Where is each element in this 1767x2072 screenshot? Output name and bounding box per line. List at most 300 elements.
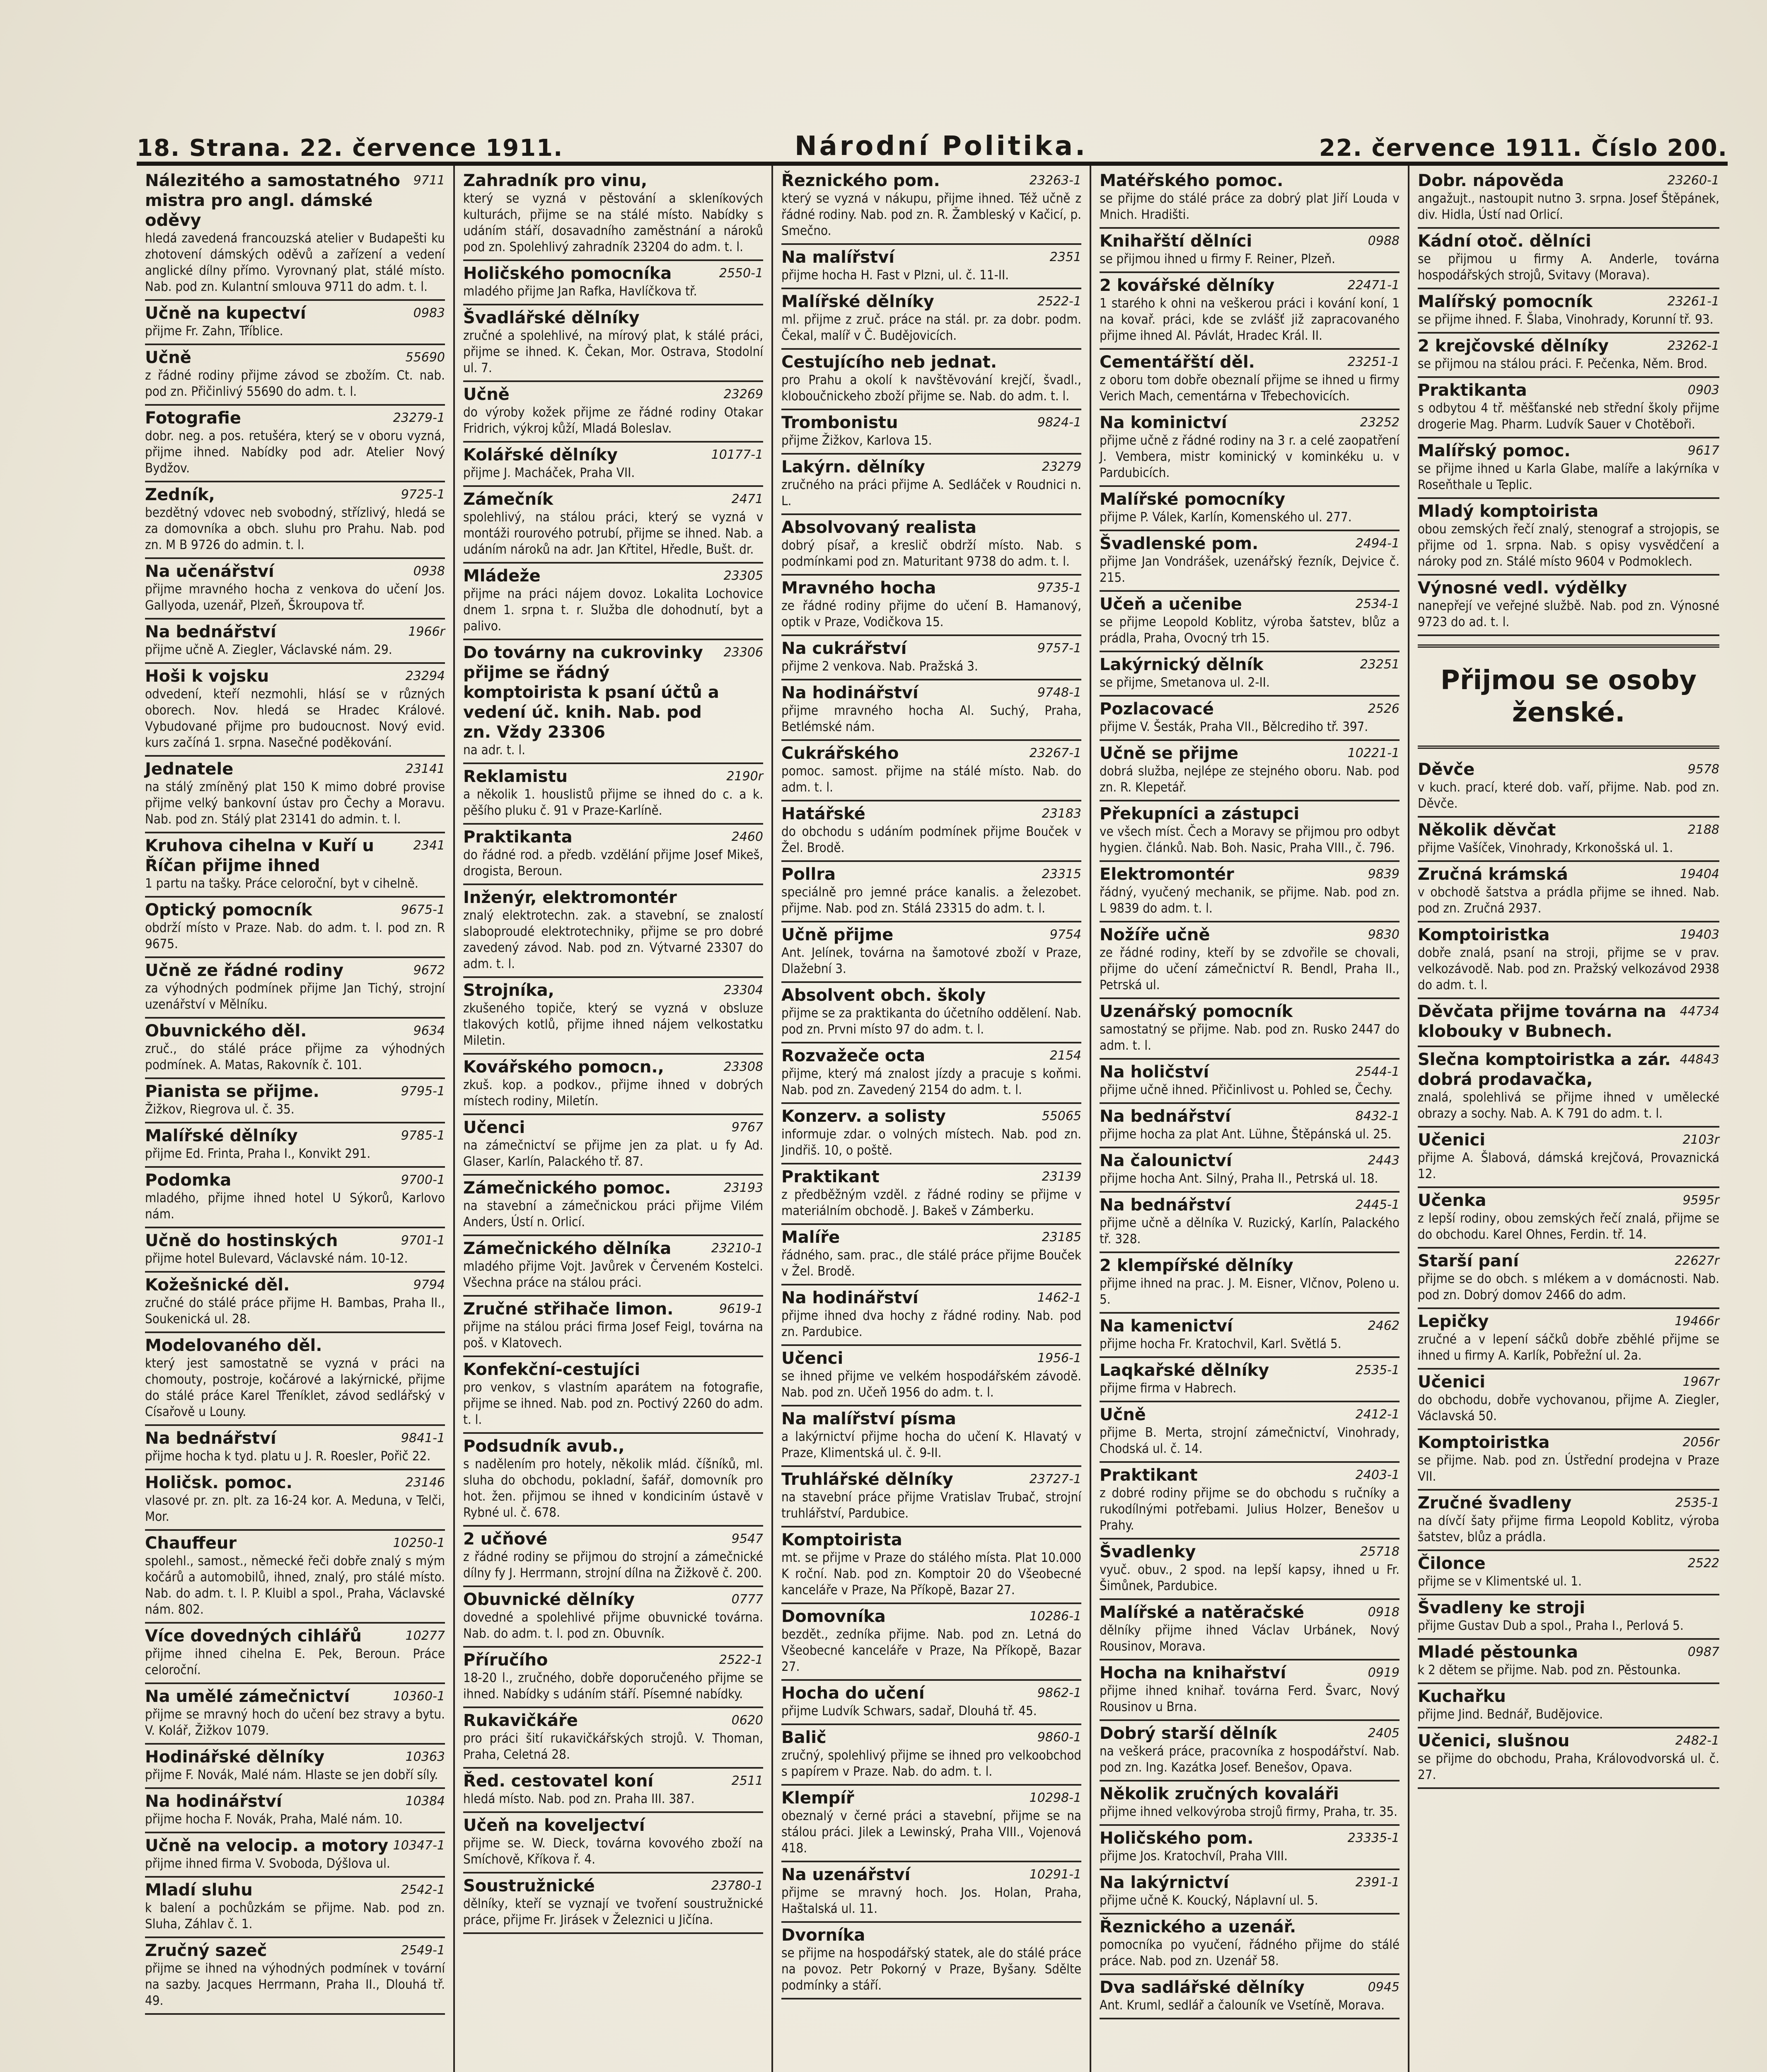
ad-heading: 2 klempířské dělníky [1100, 1256, 1293, 1275]
ad-text: přijme J. Macháček, Praha VII. [463, 465, 635, 480]
ad-text: dělníky přijme ihned Václav Urbánek, Nový Rousinov, Morava. [1100, 1623, 1400, 1654]
ad-heading: Lakýrnický dělník [1100, 655, 1264, 674]
ad-heading: Zručné střihače limon. [463, 1300, 674, 1319]
ad-text: přijme Žižkov, Karlova 15. [781, 433, 932, 448]
ad-reference-number: 9547 [731, 1532, 763, 1546]
ad-heading: Holičského pom. [1100, 1829, 1254, 1848]
classified-ad [145, 1745, 445, 1789]
column-1 [137, 166, 455, 2072]
header-right: 22. července 1911. Číslo 200. [1319, 135, 1728, 162]
ad-header [781, 804, 1081, 824]
ad-text: přijme na stálou práci firma Josef Feigl, továrna na poš. v Klatovech. [463, 1319, 763, 1351]
ad-text: na stálý zmíněný plat 150 K mimo dobré provise přijme velký bankovní ústav pro Čechy a Moravu. Nab. pod zn. Stálý plat 23141 do admin. t. l. [145, 779, 445, 827]
ad-reference-number: 23183 [1042, 806, 1081, 821]
ad-header [1100, 352, 1400, 372]
ad-header [463, 385, 763, 404]
classified-ad [1418, 289, 1719, 334]
classified-ad [463, 305, 763, 382]
ad-heading: Kuchařku [1418, 1687, 1506, 1706]
ad-header [145, 408, 445, 428]
ad-reference-number: 23269 [723, 387, 763, 402]
ad-text: vlasové pr. zn. plt. za 16-24 kor. A. Meduna, v Telči, Mor. [145, 1493, 445, 1524]
classified-ad [781, 922, 1081, 983]
ad-reference-number: 23210-1 [711, 1241, 763, 1256]
ad-heading: Modelovaného děl. [145, 1336, 322, 1355]
classified-ad [781, 1862, 1081, 1923]
ad-text: na dívčí šaty přijme firma Leopold Koblitz, výroba šatstev, blůz a prádla. [1418, 1513, 1719, 1544]
ad-reference-number: 9757-1 [1037, 641, 1081, 656]
classified-ad [781, 1225, 1081, 1285]
ad-reference-number: 2188 [1687, 823, 1719, 837]
ad-heading: Domovníka [781, 1607, 886, 1626]
ad-heading: Na bednářství [145, 1429, 276, 1448]
ad-reference-number: 2405 [1368, 1726, 1400, 1740]
ad-reference-number: 23335-1 [1347, 1831, 1400, 1845]
ad-text: obou zemských řečí znalý, stenograf a strojopis, se přijme od 1. srpna. Nab. s opisy vysvědčení a nároky pod zn. Stálé místo 9604 v Podmoklech. [1418, 522, 1719, 569]
header-left: 18. Strana. 22. července 1911. [137, 135, 563, 162]
ad-reference-number: 2522-1 [719, 1653, 763, 1667]
ad-header [1100, 1002, 1400, 1021]
classified-ad [463, 261, 763, 305]
ad-text: přijme učně K. Koucký, Náplavní ul. 5. [1100, 1893, 1318, 1908]
ad-text: přijme hocha Fr. Kratochvil, Karl. Světlá 5. [1100, 1336, 1342, 1351]
ad-reference-number: 9725-1 [401, 487, 445, 502]
ad-heading: Kádní otoč. dělníci [1418, 232, 1591, 251]
ad-text: přijme firma v Habrech. [1100, 1381, 1237, 1396]
ad-text: řádný, vyučený mechanik, se přijme. Nab. pod zn. L 9839 do adm. t. l. [1100, 885, 1400, 916]
ad-header [1418, 1130, 1719, 1150]
ad-text: na stavební práce přijme Vratislav Trubač, strojní truhlářství, Pardubice. [781, 1490, 1081, 1521]
classified-ad [145, 482, 445, 559]
ad-header [781, 1046, 1081, 1066]
ad-heading: Soustružnické [463, 1876, 595, 1895]
ad-text: přijme hocha k tyd. platu u J. R. Roesler, Pořič 22. [145, 1449, 431, 1464]
ad-header [1100, 413, 1400, 433]
ad-header [1418, 820, 1719, 840]
ad-reference-number: 19466r [1675, 1314, 1719, 1329]
ad-heading: Dvorníka [781, 1926, 865, 1945]
ad-header [1100, 699, 1400, 719]
ad-text: dobře znalá, psaní na stroji, přijme se v prav. velkozávodě. Nab. pod zn. Pražský velkozávod 2938 do adm. t. l. [1418, 945, 1719, 992]
ad-heading: Učenci [463, 1118, 525, 1137]
ad-heading: Mládeže [463, 566, 541, 586]
ad-text: a několik 1. houslistů přijme se ihned do c. a k. pěšího pluku č. 91 v Praze-Karlíně. [463, 787, 763, 818]
ad-text: přijme B. Merta, strojní zámečnictví, Vinohrady, Chodská ul. č. 14. [1100, 1425, 1400, 1456]
ad-reference-number: 2544-1 [1355, 1065, 1400, 1079]
ad-heading: Učně [1100, 1405, 1146, 1424]
ad-text: ze řádné rodiny, kteří by se zdvořile se chovali, přijme do učení zámečnictví R. Bendl, Praha II., Petrská ul. [1100, 945, 1400, 992]
ad-reference-number: 9862-1 [1037, 1686, 1081, 1700]
ad-text: přijme se do obch. s mlékem a v domácnosti. Nab. pod zn. Dobrý domov 2466 do adm. [1418, 1271, 1719, 1302]
ad-reference-number: 23146 [405, 1475, 445, 1490]
ad-reference-number: 9675-1 [401, 903, 445, 917]
ad-header [145, 1687, 445, 1706]
classified-ad [463, 487, 763, 564]
ad-text: přijme se mravný hoch. Jos. Holan, Praha, Haštalská ul. 11. [781, 1885, 1081, 1916]
classified-ad [781, 1604, 1081, 1681]
ad-text: bezdět., zedníka přijme. Nab. pod zn. Letná do Všeobecné kanceláře v Praze, Na Příkopě, Bazar 27. [781, 1627, 1081, 1674]
ad-heading: Malíře [781, 1228, 840, 1247]
ad-reference-number: 0983 [413, 306, 445, 320]
classified-ad [1100, 273, 1400, 350]
ad-header [781, 1728, 1081, 1748]
ad-header [145, 622, 445, 642]
ad-reference-number: 10250-1 [393, 1536, 445, 1550]
ad-heading: Kolářské dělníky [463, 445, 618, 465]
ad-reference-number: 2534-1 [1355, 597, 1400, 611]
ad-reference-number: 8432-1 [1355, 1109, 1400, 1123]
ad-header [781, 1788, 1081, 1808]
ad-heading: Zručné švadleny [1418, 1493, 1572, 1513]
ad-text: přijme Ludvík Schwars, sadař, Dlouhá tř. 45. [781, 1704, 1037, 1719]
ad-heading: Lepičky [1418, 1312, 1489, 1331]
ad-heading: Učenka [1418, 1191, 1487, 1210]
ad-header [1418, 760, 1719, 779]
ad-reference-number: 2103r [1682, 1133, 1719, 1147]
ad-heading: Zámečnického dělníka [463, 1239, 672, 1258]
ad-heading: Nálezitého a samostatného mistra pro angl. dámské oděvy [145, 171, 400, 230]
classified-ad [1418, 1309, 1719, 1370]
ad-header [463, 1650, 763, 1670]
ad-header [145, 1170, 445, 1190]
classified-ad [145, 1123, 445, 1168]
ad-heading: Dva sadlářské dělníky [1100, 1978, 1305, 1997]
ad-header [1100, 1663, 1400, 1683]
ad-heading: Malířské dělníky [145, 1126, 298, 1145]
classified-ad [145, 345, 445, 406]
ad-reference-number: 10360-1 [393, 1689, 445, 1704]
classified-ad [463, 764, 763, 825]
classified-ad [1100, 531, 1400, 592]
ad-reference-number: 10291-1 [1029, 1867, 1081, 1882]
ad-text: přijme učně ihned. Přičinlivost u. Pohled se, Čechy. [1100, 1082, 1393, 1097]
ad-header [1418, 1642, 1719, 1662]
classified-ad [781, 1104, 1081, 1164]
ad-text: dovedné a spolehlivé přijme obuvnické továrna. Nab. do adm. t. l. pod zn. Obuvník. [463, 1610, 763, 1641]
ad-heading: Rozvažeče octa [781, 1046, 926, 1065]
ad-text: k balení a pochůzkám se přijme. Nab. pod zn. Sluha, Záhlav č. 1. [145, 1900, 445, 1932]
ad-header [145, 961, 445, 980]
ad-text: přijme se v Klimentské ul. 1. [1418, 1574, 1582, 1589]
ad-reference-number: 2471 [731, 492, 763, 506]
ad-reference-number: 10177-1 [711, 448, 763, 462]
ad-heading: Na umělé zámečnictví [145, 1687, 350, 1706]
classified-ad [1418, 757, 1719, 818]
ad-header [1100, 1316, 1400, 1336]
ad-heading: Učenici, slušnou [1418, 1731, 1570, 1750]
ad-reference-number: 44843 [1680, 1052, 1719, 1067]
ad-header [1100, 231, 1400, 251]
ad-header [1100, 1917, 1400, 1937]
ad-reference-number: 1462-1 [1037, 1290, 1081, 1305]
classified-ad [781, 741, 1081, 801]
classified-ad [463, 640, 763, 764]
ad-heading: Trombonistu [781, 413, 898, 432]
classified-ad [463, 1055, 763, 1115]
classified-ad [1100, 1193, 1400, 1253]
ad-reference-number: 0620 [731, 1713, 763, 1728]
ad-text: zručný, spolehlivý přijme se ihned pro velkoobchod s papírem v Praze. Nab. do adm. t. l. [781, 1748, 1081, 1779]
classified-ad [145, 833, 445, 898]
ad-text: Ant. Jelínek, továrna na šamotové zboží v Praze, Dlažební 3. [781, 945, 1081, 976]
ad-heading: Absolvovaný realista [781, 518, 977, 537]
classified-ad [463, 1434, 763, 1527]
ad-header [1418, 1598, 1719, 1618]
ad-reference-number: 9578 [1687, 762, 1719, 777]
ad-header [781, 1288, 1081, 1308]
ad-heading: Pollra [781, 865, 836, 884]
ad-reference-number: 2549-1 [401, 1943, 445, 1958]
ad-reference-number: 0987 [1687, 1645, 1719, 1659]
ad-header [1418, 1251, 1719, 1271]
ad-header [145, 1880, 445, 1900]
page-header [137, 124, 1728, 166]
classified-ad [145, 1531, 445, 1624]
ad-reference-number: 2482-1 [1675, 1733, 1719, 1748]
ad-header [1100, 1405, 1400, 1425]
ad-header [781, 1530, 1081, 1550]
ad-header [1418, 1433, 1719, 1452]
ad-header [145, 666, 445, 686]
ad-reference-number: 9711 [413, 173, 445, 188]
ad-heading: Na bednářství [1100, 1196, 1231, 1215]
ad-reference-number: 9767 [731, 1120, 763, 1135]
ad-reference-number: 9700-1 [401, 1173, 445, 1187]
ad-text: řádného, sam. prac., dle stálé práce přijme Bouček v Žel. Brodě. [781, 1248, 1081, 1279]
ad-heading: Pozlacovacé [1100, 700, 1214, 719]
ad-text: z řádné rodiny se přijmou do strojní a zámečnické dílny fy J. Herrmann, strojní dílna na Žižkově č. 200. [463, 1549, 763, 1581]
classified-ad [1418, 438, 1719, 499]
ad-reference-number: 25718 [1360, 1544, 1400, 1559]
classified-ad [781, 1164, 1081, 1225]
ad-heading: Komptoiristka [1418, 1433, 1550, 1452]
ad-reference-number: 23193 [723, 1181, 763, 1195]
ad-text: mladého, přijme ihned hotel U Sýkorů, Karlovo nám. [145, 1191, 445, 1222]
classified-ad [781, 1043, 1081, 1104]
ad-text: se přijme ihned. F. Šlaba, Vinohrady, Korunní tř. 93. [1418, 312, 1714, 327]
ad-text: mladého přijme Vojt. Javůrek v Červeném Kostelci. Všechna práce na stálou práci. [463, 1259, 763, 1290]
classified-ad [1100, 1314, 1400, 1358]
ad-heading: Učně na velocip. a motory [145, 1836, 389, 1855]
ad-heading: Mladé pěstounka [1418, 1643, 1578, 1662]
ad-heading: Na bednářství [1100, 1107, 1231, 1126]
ad-heading: Podomka [145, 1171, 232, 1190]
ad-header [1100, 171, 1400, 191]
ad-header [781, 247, 1081, 267]
ad-reference-number: 1967r [1682, 1375, 1719, 1389]
ad-header [781, 925, 1081, 945]
ad-text: pomocníka po vyučení, řádného přijme do stálé práce. Nab. pod zn. Uzenář 58. [1100, 1937, 1400, 1968]
ad-reference-number: 22471-1 [1347, 278, 1400, 293]
ad-text: přijme Ed. Frinta, Praha I., Konvikt 291. [145, 1146, 371, 1161]
classified-ad [781, 983, 1081, 1043]
ad-header [463, 1711, 763, 1731]
ad-text: přijme mravného hocha z venkova do učení Jos. Gallyoda, uzenář, Plzeň, Škroupova tř. [145, 582, 445, 613]
ad-reference-number: 0945 [1368, 1980, 1400, 1995]
classified-ad [1100, 741, 1400, 801]
ad-heading: Hocha na knihařství [1100, 1663, 1286, 1682]
ad-reference-number: 10363 [405, 1750, 445, 1764]
ad-text: dobr. neg. a pos. retušéra, který se v oboru vyzná, přijme ihned. Nabídky pod adr. Atelier Nový Bydžov. [145, 428, 445, 476]
ad-heading: Mladí sluhu [145, 1881, 253, 1900]
ad-reference-number: 2412-1 [1355, 1407, 1400, 1422]
ad-header [463, 566, 763, 586]
ad-reference-number: 10298-1 [1029, 1791, 1081, 1805]
classified-ad [145, 559, 445, 620]
ad-heading: Na kamenictví [1100, 1317, 1233, 1336]
ad-text: z oboru tom dobře obeznalí přijme se ihned u firmy Verich Mach, cementárna v Třebechovicích. [1100, 373, 1400, 404]
ad-header [1418, 578, 1719, 598]
ad-reference-number: 23308 [723, 1060, 763, 1074]
ad-header [463, 308, 763, 328]
classified-ad [1100, 487, 1400, 531]
classified-ad [781, 515, 1081, 576]
column-2 [455, 166, 773, 2072]
ad-heading: Děvčata přijme továrna na klobouky v Bubnech. [1418, 1002, 1666, 1041]
ad-text: přijme na práci nájem dovoz. Lokalita Lochovice dnem 1. srpna t. r. Služba dle dohodnutí, byt a palivo. [463, 586, 763, 634]
ad-reference-number: 23305 [723, 569, 763, 583]
ad-reference-number: 1956-1 [1037, 1351, 1081, 1365]
ad-heading: Reklamistu [463, 767, 568, 786]
ad-header [1418, 501, 1719, 521]
ad-text: zručné a v lepení sáčků dobře zběhlé přijme se ihned u firmy A. Karlík, Pobřežní ul. 2a. [1418, 1332, 1719, 1363]
ad-text: zruč., do stálé práce přijme za výhodných podmínek. A. Matas, Rakovník č. 101. [145, 1041, 445, 1072]
ad-reference-number: 9754 [1049, 927, 1081, 942]
ad-text: přijme učně z řádné rodiny na 3 r. a celé zaopatření J. Vembera, mistr kominický v kominkéku u. v Pardubicích. [1100, 433, 1400, 480]
ad-text: zručného na práci přijme A. Sedláček v Roudnici n. L. [781, 477, 1081, 508]
ad-header [781, 457, 1081, 477]
ad-header [145, 1791, 445, 1811]
ad-heading: Malířský pomocník [1418, 292, 1593, 311]
ad-text: přijme 2 venkova. Nab. Pražská 3. [781, 659, 978, 674]
ad-heading: Strojníka, [463, 981, 554, 1000]
ad-heading: Cukrářského [781, 744, 899, 763]
ad-text: přijme se mravný hoch do učení bez stravy a bytu. V. Kolář, Žižkov 1079. [145, 1707, 445, 1738]
ad-heading: Na hodinářství [781, 1288, 919, 1307]
ad-header [463, 171, 763, 191]
ad-heading: Dobrý starší dělník [1100, 1724, 1277, 1743]
ad-heading: Rukavičkáře [463, 1711, 578, 1730]
classified-ad [1100, 410, 1400, 487]
classified-ad [145, 1273, 445, 1333]
classified-ad [145, 1938, 445, 2015]
classified-ad [1100, 1104, 1400, 1148]
ad-header [781, 292, 1081, 312]
ad-heading: Řeznického a uzenář. [1100, 1917, 1296, 1936]
classified-ad [1100, 1539, 1400, 1600]
ad-reference-number: 0988 [1368, 234, 1400, 248]
ad-header [1100, 1360, 1400, 1380]
ad-text: který jest samostatně se vyzná v práci na chomouty, postroje, kočárové a lakýrnické, přijme do stálé práce Karel Třeníklet, závod sedlářský v Císařově u Louny. [145, 1356, 445, 1419]
ad-heading: Zámečník [463, 490, 554, 509]
ad-reference-number: 9785-1 [401, 1128, 445, 1143]
classified-ad [1100, 1826, 1400, 1870]
ad-reference-number: 23251 [1360, 657, 1400, 672]
ad-reference-number: 23262-1 [1667, 339, 1719, 353]
ad-heading: Konfekční-cestujíci [463, 1360, 640, 1379]
classified-ad [1418, 499, 1719, 576]
ad-heading: Řed. cestovatel koní [463, 1772, 654, 1791]
ad-heading: 2 učňové [463, 1530, 548, 1549]
classified-ad [781, 1725, 1081, 1786]
ad-heading: Chauffeur [145, 1534, 237, 1553]
ad-text: angažujt., nastoupit nutno 3. srpna. Josef Štěpánek, div. Hidla, Ústí nad Orlicí. [1418, 191, 1719, 222]
classified-ad [145, 620, 445, 664]
newspaper-title: Národní Politika. [794, 131, 1088, 162]
ad-header [463, 1299, 763, 1319]
ad-heading: Překupníci a zástupci [1100, 804, 1300, 823]
ad-heading: Hatářské [781, 804, 865, 823]
ad-text: se přijme. Nab. pod zn. Ústřední prodejna v Praze VII. [1418, 1453, 1719, 1484]
ad-reference-number: 9830 [1368, 927, 1400, 942]
ad-reference-number: 2154 [1049, 1048, 1081, 1063]
ad-heading: Učenici [1418, 1372, 1485, 1392]
ad-header [1418, 1002, 1719, 1041]
ad-text: přijme Fr. Zahn, Tříblice. [145, 324, 283, 339]
ad-header [145, 1428, 445, 1448]
ad-text: se přijmou ihned u firmy F. Reiner, Plzeň. [1100, 252, 1335, 266]
ad-reference-number: 23139 [1042, 1169, 1081, 1184]
ad-text: na stavební a zámečnickou práci přijme Vilém Anders, Ústí n. Orlicí. [463, 1198, 763, 1230]
ad-header [781, 1348, 1081, 1368]
ad-header [145, 171, 445, 230]
ad-heading: Obuvnické dělníky [463, 1590, 635, 1609]
ad-header [1100, 1723, 1400, 1743]
classified-ad [781, 245, 1081, 289]
ad-text: přijme ihned cihelna E. Pek, Beroun. Práce celoroční. [145, 1646, 445, 1677]
ad-reference-number: 2445-1 [1355, 1198, 1400, 1212]
ad-heading: Praktikant [1100, 1466, 1198, 1485]
ad-header [1100, 1542, 1400, 1562]
ad-heading: Hoši k vojsku [145, 667, 269, 686]
ad-text: Ant. Kruml, sedlář a čalouník ve Vsetíně, Morava. [1100, 1998, 1385, 2013]
ad-heading: Podsudník avub., [463, 1437, 625, 1456]
ad-heading: Praktikanta [1418, 381, 1527, 400]
ad-heading: Malířský pomoc. [1418, 441, 1571, 460]
ad-header [463, 643, 763, 742]
ad-header [1100, 1828, 1400, 1848]
ad-header [463, 827, 763, 847]
classified-ad [1100, 1915, 1400, 1975]
ad-reference-number: 2351 [1049, 250, 1081, 264]
ad-text: který se vyzná v nákupu, přijme ihned. Též učně z řádné rodiny. Nab. pod zn. R. Žambleský v Kačicí, p. Smečno. [781, 191, 1081, 238]
ad-reference-number: 23304 [723, 983, 763, 997]
ad-text: ve všech míst. Čech a Moravy se přijmou pro odbyt hygien. článků. Nab. Boh. Nasic, Praha VIII., č. 796. [1100, 824, 1400, 855]
ad-heading: Na kominictví [1100, 413, 1227, 432]
ad-header [781, 864, 1081, 884]
ad-heading: Kožešnické děl. [145, 1276, 290, 1295]
classified-ad [1100, 1402, 1400, 1463]
ad-text: přijme učně A. Ziegler, Václavské nám. 29. [145, 642, 392, 657]
ad-heading: Malířské a natěračské [1100, 1603, 1304, 1622]
classified-ad [463, 1297, 763, 1357]
ad-header [463, 489, 763, 509]
ad-header [1100, 864, 1400, 884]
ad-reference-number: 9748-1 [1037, 685, 1081, 700]
ad-heading: Na holičství [1100, 1063, 1209, 1082]
ad-text: přijme se. W. Dieck, továrna kovového zboží na Smíchově, Kříkova ř. 4. [463, 1836, 763, 1867]
ad-header [781, 1607, 1081, 1627]
ad-reference-number: 44734 [1680, 1004, 1719, 1019]
ad-reference-number: 9735-1 [1037, 581, 1081, 595]
ad-text: přijme se za praktikanta do účetního oddělení. Nab. pod zn. Prvni místo 97 do adm. t. l. [781, 1006, 1081, 1037]
ad-header [781, 518, 1081, 537]
ad-text: znalá, spolehlivá se přijme ihned v umělecké obrazy a sochy. Nab. A. K 791 do adm. t. l. [1418, 1090, 1719, 1121]
classified-ad [1100, 1721, 1400, 1782]
ad-heading: Malířské dělníky [781, 292, 934, 311]
ad-heading: Absolvent obch. školy [781, 986, 986, 1005]
ad-heading: Do továrny na cukrovinky přijme se řádný komptoirista k psaní účtů a vedení úč. knih. Nab. pod zn. Vždy 23306 [463, 643, 719, 742]
